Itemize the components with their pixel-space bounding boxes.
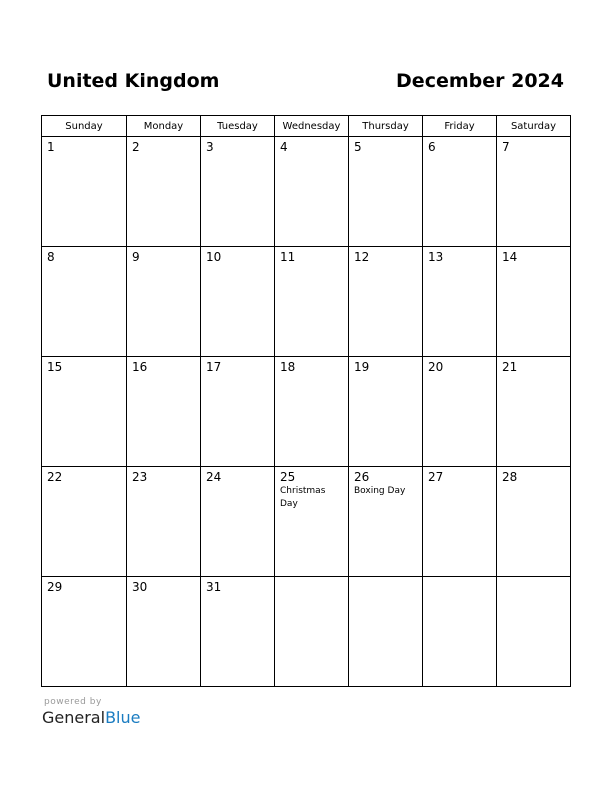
day-cell [201, 247, 275, 357]
day-number: 25 [280, 470, 296, 484]
day-cell [201, 467, 275, 577]
generalblue-logo[interactable] [42, 708, 140, 727]
day-cell [42, 577, 127, 687]
day-cell [42, 137, 127, 247]
day-number: 3 [206, 140, 214, 154]
day-number: 9 [132, 250, 140, 264]
day-cell [497, 357, 571, 467]
day-cell [201, 577, 275, 687]
day-number: 18 [280, 360, 296, 374]
day-cell [423, 247, 497, 357]
day-number: 22 [47, 470, 63, 484]
day-cell [349, 137, 423, 247]
weekday-sunday: Sunday [42, 116, 127, 137]
day-cell [349, 357, 423, 467]
weekday-wednesday: Wednesday [275, 116, 349, 137]
day-cell [42, 247, 127, 357]
day-number: 11 [280, 250, 296, 264]
day-cell [497, 137, 571, 247]
day-cell [423, 357, 497, 467]
weekday-friday: Friday [423, 116, 497, 137]
weekday-thursday: Thursday [349, 116, 423, 137]
week-row [42, 247, 571, 357]
day-cell [275, 247, 349, 357]
week-row [42, 577, 571, 687]
day-number: 5 [354, 140, 362, 154]
powered-by-label: powered by [44, 697, 102, 707]
day-cell [349, 467, 423, 577]
day-number: 15 [47, 360, 63, 374]
day-cell [201, 137, 275, 247]
day-number: 30 [132, 580, 148, 594]
day-number: 19 [354, 360, 370, 374]
day-cell [275, 467, 349, 577]
day-cell [497, 577, 571, 687]
day-number: 4 [280, 140, 288, 154]
day-cell [275, 137, 349, 247]
day-cell [423, 467, 497, 577]
day-cell [497, 467, 571, 577]
day-number: 23 [132, 470, 148, 484]
day-number: 31 [206, 580, 222, 594]
day-number: 12 [354, 250, 370, 264]
day-number: 28 [502, 470, 518, 484]
calendar-grid [41, 115, 571, 687]
day-cell [201, 357, 275, 467]
day-number: 14 [502, 250, 518, 264]
day-number: 26 [354, 470, 370, 484]
week-row [42, 357, 571, 467]
holiday-label: Boxing Day [354, 486, 406, 496]
day-number: 20 [428, 360, 444, 374]
day-number: 29 [47, 580, 63, 594]
day-cell [423, 137, 497, 247]
day-number: 16 [132, 360, 148, 374]
holiday-label: Christmas Day [280, 486, 326, 509]
day-number: 7 [502, 140, 510, 154]
day-number: 17 [206, 360, 222, 374]
day-cell [127, 247, 201, 357]
day-number: 13 [428, 250, 444, 264]
weekday-tuesday: Tuesday [201, 116, 275, 137]
day-cell [127, 357, 201, 467]
day-number: 2 [132, 140, 140, 154]
day-cell [349, 577, 423, 687]
day-cell [127, 467, 201, 577]
day-cell [497, 247, 571, 357]
weekday-monday: Monday [127, 116, 201, 137]
day-number: 1 [47, 140, 55, 154]
day-cell [127, 137, 201, 247]
weekday-saturday: Saturday [497, 116, 571, 137]
day-cell [127, 577, 201, 687]
day-number: 24 [206, 470, 222, 484]
day-cell [42, 357, 127, 467]
logo-text-blue: Blue [105, 708, 141, 727]
day-number: 27 [428, 470, 444, 484]
weekday-header-row [42, 116, 571, 137]
day-number: 10 [206, 250, 222, 264]
week-row [42, 137, 571, 247]
month-year-title: December 2024 [396, 70, 564, 92]
day-cell [275, 357, 349, 467]
logo-text-general: General [42, 708, 106, 727]
day-cell [349, 247, 423, 357]
day-cell [423, 577, 497, 687]
day-number: 21 [502, 360, 518, 374]
day-cell [42, 467, 127, 577]
day-number: 6 [428, 140, 436, 154]
country-title: United Kingdom [47, 70, 220, 92]
day-cell [275, 577, 349, 687]
week-row [42, 467, 571, 577]
day-number: 8 [47, 250, 55, 264]
